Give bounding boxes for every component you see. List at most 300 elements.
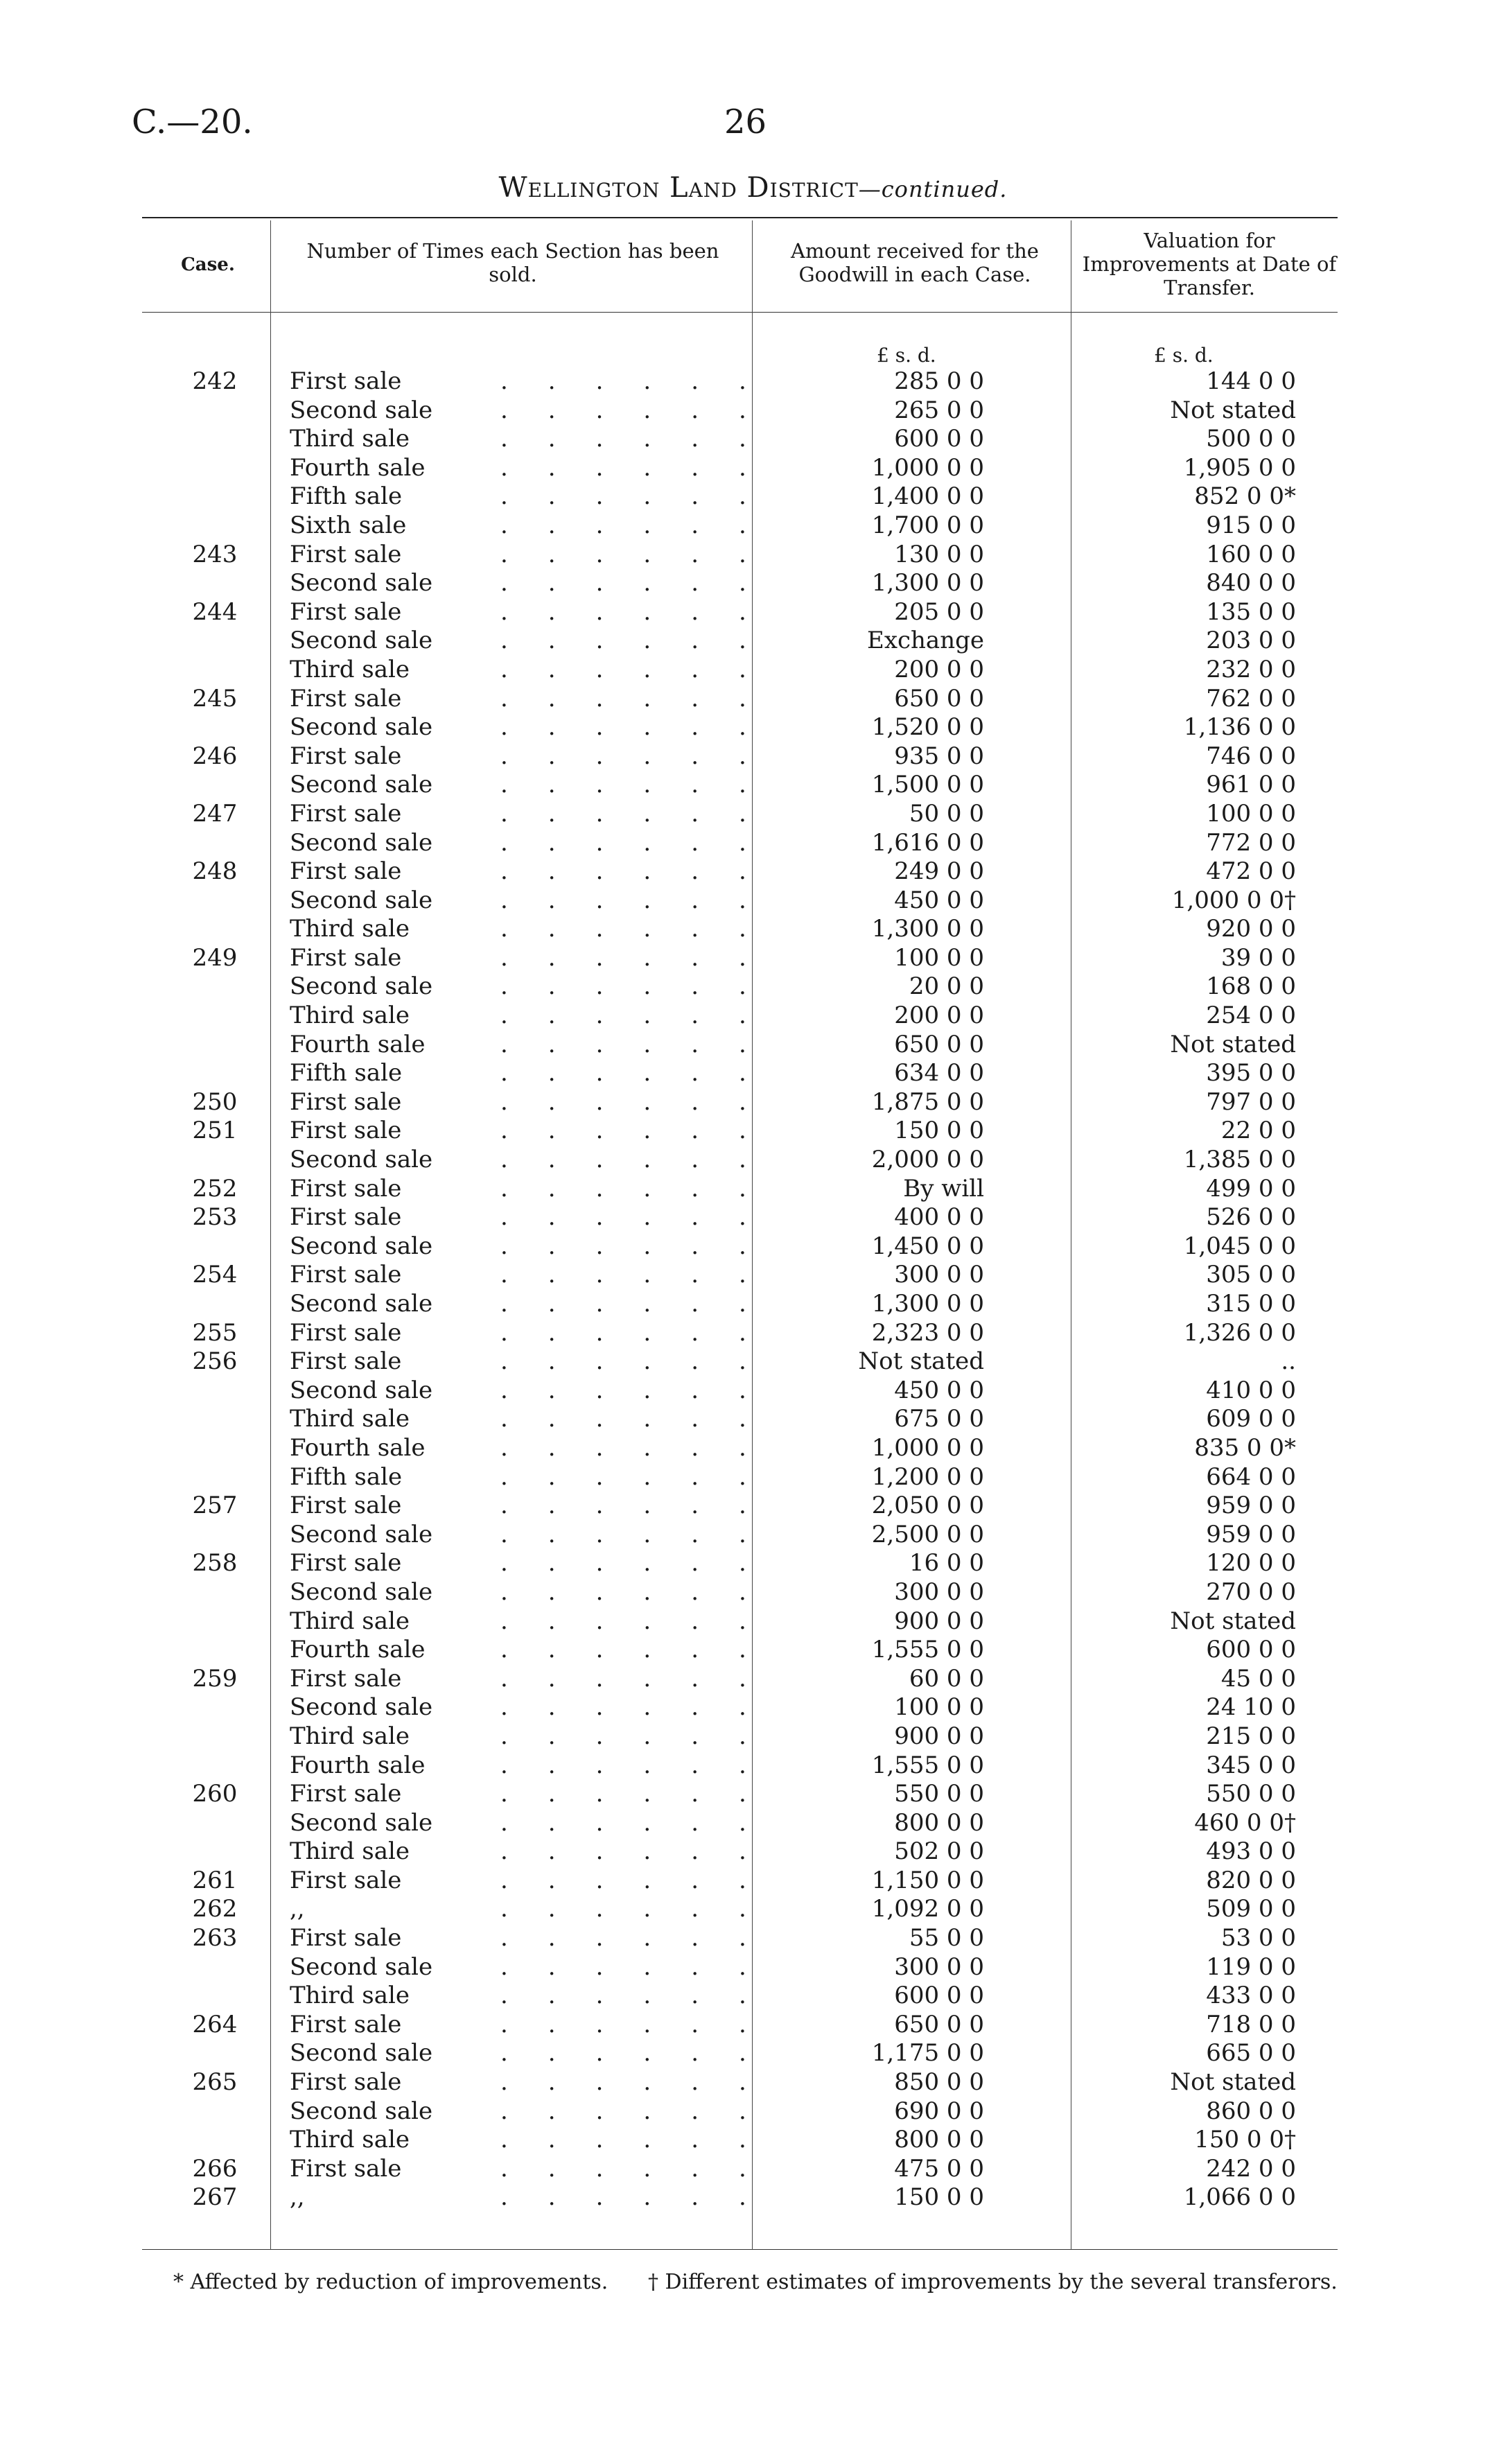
goodwill-cell: 150 0 0 — [894, 1117, 984, 1145]
valuation-cell: 860 0 0 — [1206, 2097, 1296, 2125]
valuation-cell: 820 0 0 — [1206, 1866, 1296, 1894]
valuation-cell: 797 0 0 — [1206, 1087, 1296, 1116]
sale-cell: Second sale — [290, 396, 433, 424]
goodwill-cell: 475 0 0 — [894, 2154, 984, 2183]
sale-cell: First sale — [290, 367, 402, 395]
table-row — [0, 1665, 1506, 1694]
goodwill-cell: 249 0 0 — [894, 857, 984, 886]
leader-dots: ...... — [500, 453, 787, 482]
valuation-cell: 1,136 0 0 — [1183, 713, 1296, 742]
sale-cell: Third sale — [290, 915, 410, 943]
table-row — [0, 1175, 1506, 1204]
leader-dots: ...... — [500, 1290, 787, 1318]
header-top-rule — [142, 217, 1338, 218]
sale-cell: Second sale — [290, 1376, 433, 1404]
leader-dots: ...... — [500, 1462, 787, 1491]
sale-cell: First sale — [290, 1261, 402, 1289]
sale-cell: Fourth sale — [290, 1433, 426, 1462]
goodwill-cell: 1,875 0 0 — [871, 1087, 984, 1116]
valuation-cell: 852 0 0* — [1194, 482, 1296, 511]
table-row — [0, 1290, 1506, 1319]
case-cell: 245 — [192, 684, 238, 713]
goodwill-cell: 1,000 0 0 — [871, 453, 984, 482]
leader-dots: ...... — [500, 2068, 787, 2097]
table-row — [0, 1607, 1506, 1636]
leader-dots: ...... — [500, 1693, 787, 1722]
sale-cell: Second sale — [290, 627, 433, 655]
goodwill-cell: 60 0 0 — [909, 1664, 984, 1693]
leader-dots: ...... — [500, 2183, 787, 2212]
table-row — [0, 1809, 1506, 1838]
sale-cell: First sale — [290, 1664, 402, 1693]
valuation-cell: 840 0 0 — [1206, 569, 1296, 597]
valuation-cell: 460 0 0† — [1194, 1808, 1296, 1837]
leader-dots: ...... — [500, 972, 787, 1001]
table-row — [0, 656, 1506, 685]
goodwill-cell: 20 0 0 — [909, 972, 984, 1001]
valuation-cell: 609 0 0 — [1206, 1405, 1296, 1433]
leader-dots: ...... — [500, 742, 787, 770]
case-cell: 267 — [192, 2183, 238, 2212]
valuation-cell: 242 0 0 — [1206, 2154, 1296, 2183]
leader-dots: ...... — [500, 1866, 787, 1894]
goodwill-cell: 400 0 0 — [894, 1203, 984, 1232]
goodwill-cell: 1,700 0 0 — [871, 511, 984, 539]
table-row — [0, 454, 1506, 483]
valuation-cell: 433 0 0 — [1206, 1982, 1296, 2010]
valuation-cell: 232 0 0 — [1206, 655, 1296, 683]
sale-cell: First sale — [290, 1549, 402, 1578]
sale-cell: Third sale — [290, 655, 410, 683]
valuation-cell: 315 0 0 — [1206, 1290, 1296, 1318]
valuation-cell: 550 0 0 — [1206, 1780, 1296, 1808]
valuation-cell: 493 0 0 — [1206, 1837, 1296, 1866]
sale-cell: Third sale — [290, 1607, 410, 1635]
table-row — [0, 857, 1506, 886]
valuation-cell: 215 0 0 — [1206, 1722, 1296, 1750]
goodwill-cell: 450 0 0 — [894, 1376, 984, 1404]
goodwill-cell: 150 0 0 — [894, 2183, 984, 2212]
table-row — [0, 713, 1506, 742]
valuation-cell: 500 0 0 — [1206, 425, 1296, 453]
goodwill-cell: Exchange — [867, 627, 984, 655]
leader-dots: ...... — [500, 1030, 787, 1058]
valuation-cell: Not stated — [1170, 1607, 1296, 1635]
table-row — [0, 1982, 1506, 2011]
table-row — [0, 1751, 1506, 1781]
valuation-cell: .. — [1281, 1347, 1296, 1376]
leader-dots: ...... — [500, 1837, 787, 1866]
table-row — [0, 1693, 1506, 1722]
leader-dots: ...... — [500, 396, 787, 424]
case-cell: 258 — [192, 1549, 238, 1578]
table-row — [0, 886, 1506, 916]
valuation-cell: 144 0 0 — [1206, 367, 1296, 395]
goodwill-cell: 1,200 0 0 — [871, 1462, 984, 1491]
sale-cell: Second sale — [290, 2039, 433, 2068]
valuation-cell: 718 0 0 — [1206, 2010, 1296, 2038]
goodwill-cell: 200 0 0 — [894, 1002, 984, 1030]
table-row — [0, 541, 1506, 570]
table-row — [0, 829, 1506, 858]
table-row — [0, 1780, 1506, 1809]
sale-cell: First sale — [290, 1347, 402, 1376]
goodwill-cell: 300 0 0 — [894, 1261, 984, 1289]
sale-cell: Fifth sale — [290, 1059, 403, 1087]
leader-dots: ...... — [500, 886, 787, 914]
goodwill-cell: 2,050 0 0 — [871, 1492, 984, 1520]
sale-cell: Second sale — [290, 1693, 433, 1722]
sale-cell: Second sale — [290, 1290, 433, 1318]
valuation-cell: 915 0 0 — [1206, 511, 1296, 539]
valuation-cell: 270 0 0 — [1206, 1578, 1296, 1606]
leader-dots: ...... — [500, 482, 787, 511]
leader-dots: ...... — [500, 684, 787, 713]
sale-cell: First sale — [290, 1203, 402, 1232]
goodwill-cell: 1,555 0 0 — [871, 1751, 984, 1779]
valuation-cell: 746 0 0 — [1206, 742, 1296, 770]
valuation-cell: 509 0 0 — [1206, 1895, 1296, 1923]
leader-dots: ...... — [500, 1002, 787, 1030]
table-row — [0, 1232, 1506, 1261]
goodwill-cell: 600 0 0 — [894, 425, 984, 453]
sale-cell: Second sale — [290, 569, 433, 597]
valuation-cell: Not stated — [1170, 396, 1296, 424]
case-cell: 257 — [192, 1492, 238, 1520]
goodwill-cell: 800 0 0 — [894, 1808, 984, 1837]
leader-dots: ...... — [500, 1578, 787, 1606]
valuation-cell: 664 0 0 — [1206, 1462, 1296, 1491]
valuation-cell: 600 0 0 — [1206, 1636, 1296, 1664]
leader-dots: ...... — [500, 367, 787, 395]
goodwill-cell: 1,450 0 0 — [871, 1232, 984, 1260]
goodwill-cell: 634 0 0 — [894, 1059, 984, 1087]
table-row — [0, 915, 1506, 944]
case-cell: 263 — [192, 1924, 238, 1952]
sale-cell: First sale — [290, 1117, 402, 1145]
sale-cell: First sale — [290, 799, 402, 828]
leader-dots: ...... — [500, 1347, 787, 1376]
sale-cell: First sale — [290, 1492, 402, 1520]
goodwill-cell: 900 0 0 — [894, 1607, 984, 1635]
leader-dots: ...... — [500, 1146, 787, 1174]
leader-dots: ...... — [500, 1318, 787, 1347]
valuation-cell: 1,000 0 0† — [1171, 886, 1296, 914]
case-cell: 255 — [192, 1318, 238, 1347]
valuation-cell: 39 0 0 — [1220, 943, 1296, 972]
sale-cell: Second sale — [290, 972, 433, 1001]
goodwill-cell: 650 0 0 — [894, 1030, 984, 1058]
sale-cell: Third sale — [290, 1722, 410, 1750]
leader-dots: ...... — [500, 540, 787, 568]
sale-cell: First sale — [290, 742, 402, 770]
leader-dots: ...... — [500, 1405, 787, 1433]
valuation-cell: 45 0 0 — [1220, 1664, 1296, 1693]
table-row — [0, 396, 1506, 426]
table-row — [0, 2011, 1506, 2040]
sale-cell: Second sale — [290, 1808, 433, 1837]
goodwill-cell: Not stated — [858, 1347, 984, 1376]
leader-dots: ...... — [500, 2126, 787, 2154]
column-header-times-sold: Number of Times each Section has been sold. — [306, 239, 719, 286]
table-row — [0, 627, 1506, 656]
goodwill-cell: 550 0 0 — [894, 1780, 984, 1808]
goodwill-cell: 900 0 0 — [894, 1722, 984, 1750]
table-body — [0, 367, 1506, 2212]
sale-cell: Second sale — [290, 1520, 433, 1548]
sale-cell: First sale — [290, 943, 402, 972]
sale-cell: Third sale — [290, 425, 410, 453]
leader-dots: ...... — [500, 511, 787, 539]
table-row — [0, 2039, 1506, 2068]
valuation-cell: Not stated — [1170, 2068, 1296, 2097]
sale-cell: First sale — [290, 2010, 402, 2038]
sale-cell: Second sale — [290, 1578, 433, 1606]
leader-dots: ...... — [500, 1664, 787, 1693]
goodwill-cell: 2,500 0 0 — [871, 1520, 984, 1548]
column-header-valuation: Valuation for Improvements at Date of Transfer. — [1082, 229, 1337, 299]
leader-dots: ...... — [500, 1982, 787, 2010]
leader-dots: ...... — [500, 1492, 787, 1520]
goodwill-cell: 650 0 0 — [894, 2010, 984, 2038]
goodwill-cell: 265 0 0 — [894, 396, 984, 424]
valuation-cell: 961 0 0 — [1206, 771, 1296, 799]
goodwill-cell: 1,520 0 0 — [871, 713, 984, 742]
table-row — [0, 800, 1506, 829]
table-row — [0, 2126, 1506, 2155]
goodwill-cell: 205 0 0 — [894, 597, 984, 626]
table-row — [0, 1319, 1506, 1348]
goodwill-cell: 130 0 0 — [894, 540, 984, 568]
goodwill-cell: 1,000 0 0 — [871, 1433, 984, 1462]
goodwill-cell: 100 0 0 — [894, 1693, 984, 1722]
sale-cell: Second sale — [290, 1952, 433, 1981]
valuation-cell: 472 0 0 — [1206, 857, 1296, 886]
sale-cell: First sale — [290, 1174, 402, 1203]
leader-dots: ...... — [500, 2154, 787, 2183]
goodwill-cell: 2,323 0 0 — [871, 1318, 984, 1347]
valuation-cell: 120 0 0 — [1206, 1549, 1296, 1578]
valuation-cell: 959 0 0 — [1206, 1492, 1296, 1520]
valuation-cell: 762 0 0 — [1206, 684, 1296, 713]
sale-cell: Fourth sale — [290, 1751, 426, 1779]
table-row — [0, 2068, 1506, 2097]
leader-dots: ...... — [500, 713, 787, 742]
goodwill-cell: 1,175 0 0 — [871, 2039, 984, 2068]
leader-dots: ...... — [500, 915, 787, 943]
goodwill-cell: 1,150 0 0 — [871, 1866, 984, 1894]
leader-dots: ...... — [500, 1261, 787, 1289]
goodwill-cell: 1,555 0 0 — [871, 1636, 984, 1664]
goodwill-cell: 50 0 0 — [909, 799, 984, 828]
valuation-cell: 772 0 0 — [1206, 828, 1296, 857]
sale-cell: First sale — [290, 1866, 402, 1894]
sale-cell: Second sale — [290, 1232, 433, 1260]
leader-dots: ...... — [500, 1520, 787, 1548]
leader-dots: ...... — [500, 1117, 787, 1145]
table-row — [0, 1521, 1506, 1550]
table-row — [0, 1146, 1506, 1175]
case-cell: 266 — [192, 2154, 238, 2183]
sale-cell: First sale — [290, 684, 402, 713]
sale-cell: First sale — [290, 540, 402, 568]
leader-dots: ...... — [500, 828, 787, 857]
leader-dots: ...... — [500, 1203, 787, 1232]
table-row — [0, 1002, 1506, 1031]
footnote-dagger: † Different estimates of improvements by the several transferors. — [648, 2270, 1338, 2294]
table-row — [0, 685, 1506, 714]
table-row — [0, 1434, 1506, 1463]
table-row — [0, 972, 1506, 1002]
leader-dots: ...... — [500, 2097, 787, 2125]
leader-dots: ...... — [500, 1924, 787, 1952]
leader-dots: ...... — [500, 1952, 787, 1981]
sale-cell: ,, — [290, 1895, 305, 1923]
sale-cell: Fourth sale — [290, 1636, 426, 1664]
table-row — [0, 1088, 1506, 1117]
sale-cell: Second sale — [290, 828, 433, 857]
table-row — [0, 1203, 1506, 1232]
table-row — [0, 1837, 1506, 1867]
leader-dots: ...... — [500, 1087, 787, 1116]
leader-dots: ...... — [500, 597, 787, 626]
sale-cell: Second sale — [290, 713, 433, 742]
goodwill-cell: 935 0 0 — [894, 742, 984, 770]
goodwill-cell: 1,400 0 0 — [871, 482, 984, 511]
case-cell: 247 — [192, 799, 238, 828]
valuation-cell: 305 0 0 — [1206, 1261, 1296, 1289]
valuation-cell: 526 0 0 — [1206, 1203, 1296, 1232]
sale-cell: Fifth sale — [290, 482, 403, 511]
table-row — [0, 1059, 1506, 1088]
case-cell: 265 — [192, 2068, 238, 2097]
sale-cell: First sale — [290, 1087, 402, 1116]
sale-cell: Fourth sale — [290, 1030, 426, 1058]
goodwill-cell: 1,500 0 0 — [871, 771, 984, 799]
valuation-cell: 1,045 0 0 — [1183, 1232, 1296, 1260]
case-cell: 261 — [192, 1866, 238, 1894]
table-row — [0, 2155, 1506, 2184]
column-header-goodwill: Amount received for the Goodwill in each Case. — [791, 239, 1039, 286]
leader-dots: ...... — [500, 655, 787, 683]
sale-cell: Third sale — [290, 1405, 410, 1433]
table-row — [0, 2097, 1506, 2126]
valuation-cell: 410 0 0 — [1206, 1376, 1296, 1404]
goodwill-unit-label: £ s. d. — [877, 344, 936, 367]
goodwill-cell: 1,300 0 0 — [871, 569, 984, 597]
goodwill-cell: 16 0 0 — [909, 1549, 984, 1578]
goodwill-cell: 1,300 0 0 — [871, 915, 984, 943]
valuation-cell: 1,326 0 0 — [1183, 1318, 1296, 1347]
sale-cell: ,, — [290, 2183, 305, 2212]
valuation-cell: 160 0 0 — [1206, 540, 1296, 568]
table-row — [0, 1261, 1506, 1290]
sale-cell: First sale — [290, 1924, 402, 1952]
valuation-cell: 835 0 0* — [1194, 1433, 1296, 1462]
sale-cell: First sale — [290, 1780, 402, 1808]
valuation-cell: 203 0 0 — [1206, 627, 1296, 655]
valuation-cell: 53 0 0 — [1220, 1924, 1296, 1952]
sale-cell: Second sale — [290, 771, 433, 799]
goodwill-cell: 300 0 0 — [894, 1578, 984, 1606]
case-cell: 251 — [192, 1117, 238, 1145]
valuation-cell: 119 0 0 — [1206, 1952, 1296, 1981]
case-cell: 242 — [192, 367, 238, 395]
leader-dots: ...... — [500, 1433, 787, 1462]
table-row — [0, 512, 1506, 541]
goodwill-cell: 800 0 0 — [894, 2126, 984, 2154]
valuation-cell: 100 0 0 — [1206, 799, 1296, 828]
title-continued: —continued. — [858, 176, 1008, 202]
valuation-cell: 168 0 0 — [1206, 972, 1296, 1001]
goodwill-cell: 1,616 0 0 — [871, 828, 984, 857]
sale-cell: Second sale — [290, 1146, 433, 1174]
table-row — [0, 1636, 1506, 1665]
table-title — [0, 172, 1506, 204]
goodwill-cell: 690 0 0 — [894, 2097, 984, 2125]
valuation-cell: 345 0 0 — [1206, 1751, 1296, 1779]
table-row — [0, 1377, 1506, 1406]
sale-cell: First sale — [290, 2068, 402, 2097]
sale-cell: Fifth sale — [290, 1462, 403, 1491]
case-cell: 244 — [192, 597, 238, 626]
leader-dots: ...... — [500, 1607, 787, 1635]
document-reference: C.—20. — [132, 103, 253, 141]
table-row — [0, 2183, 1506, 2212]
table-row — [0, 771, 1506, 800]
valuation-cell: 24 10 0 — [1206, 1693, 1296, 1722]
goodwill-cell: 650 0 0 — [894, 684, 984, 713]
leader-dots: ...... — [500, 1059, 787, 1087]
goodwill-cell: 675 0 0 — [894, 1405, 984, 1433]
sale-cell: Third sale — [290, 1837, 410, 1866]
valuation-cell: 959 0 0 — [1206, 1520, 1296, 1548]
case-cell: 262 — [192, 1895, 238, 1923]
goodwill-cell: 850 0 0 — [894, 2068, 984, 2097]
goodwill-cell: 502 0 0 — [894, 1837, 984, 1866]
valuation-cell: 1,905 0 0 — [1183, 453, 1296, 482]
table-row — [0, 1031, 1506, 1060]
sale-cell: First sale — [290, 1318, 402, 1347]
leader-dots: ...... — [500, 1808, 787, 1837]
case-cell: 254 — [192, 1261, 238, 1289]
table-row — [0, 1463, 1506, 1492]
leader-dots: ...... — [500, 425, 787, 453]
leader-dots: ...... — [500, 1636, 787, 1664]
leader-dots: ...... — [500, 1895, 787, 1923]
case-cell: 250 — [192, 1087, 238, 1116]
valuation-cell: 920 0 0 — [1206, 915, 1296, 943]
case-cell: 246 — [192, 742, 238, 770]
case-cell: 264 — [192, 2010, 238, 2038]
sale-cell: First sale — [290, 597, 402, 626]
case-cell: 248 — [192, 857, 238, 886]
goodwill-cell: 2,000 0 0 — [871, 1146, 984, 1174]
table-row — [0, 1347, 1506, 1377]
sale-cell: First sale — [290, 857, 402, 886]
leader-dots: ...... — [500, 1549, 787, 1578]
table-row — [0, 569, 1506, 598]
title-main: Wellington Land District — [498, 172, 859, 204]
table-row — [0, 425, 1506, 454]
table-row — [0, 1895, 1506, 1924]
valuation-cell: 499 0 0 — [1206, 1174, 1296, 1203]
case-cell: 260 — [192, 1780, 238, 1808]
leader-dots: ...... — [500, 799, 787, 828]
leader-dots: ...... — [500, 569, 787, 597]
goodwill-cell: 55 0 0 — [909, 1924, 984, 1952]
table-bottom-rule — [142, 2249, 1338, 2250]
